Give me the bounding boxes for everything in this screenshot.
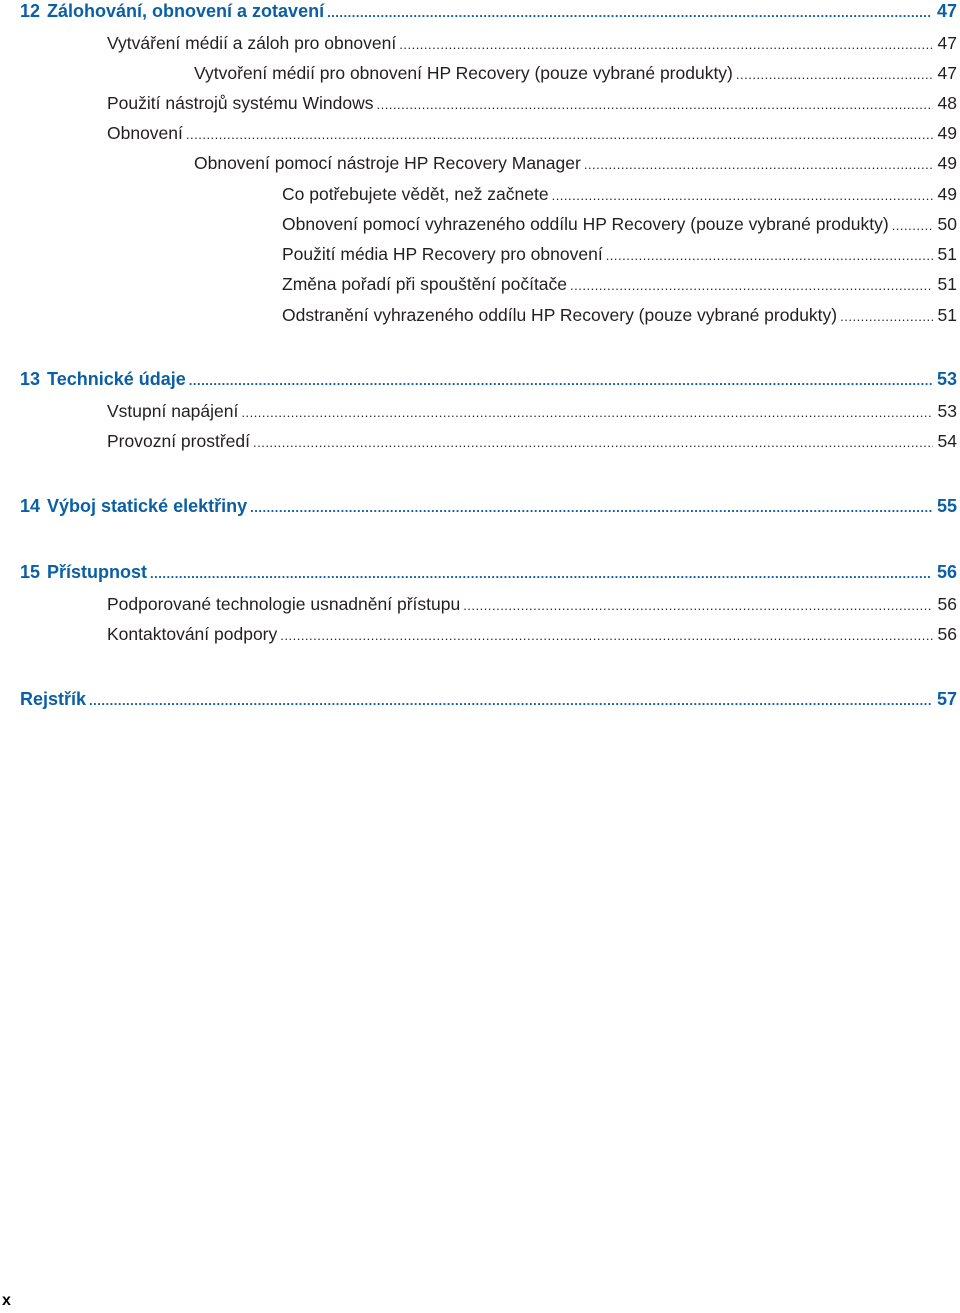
dot-leader: [327, 0, 932, 26]
dot-leader: [570, 273, 933, 299]
toc-entry[interactable]: [107, 621, 957, 647]
dot-leader: [584, 152, 933, 178]
entry-title: Použití média HP Recovery pro obnovení: [282, 244, 603, 264]
chapter-number: 15: [20, 562, 41, 582]
entry-title: Co potřebujete vědět, než začnete: [282, 184, 549, 204]
toc-entry[interactable]: [107, 30, 957, 56]
toc-entry[interactable]: [194, 150, 957, 176]
entry-title: Podporované technologie usnadnění přístupu: [107, 594, 461, 614]
chapter-title: Technické údaje: [47, 369, 186, 389]
entry-title: Vytváření médií a záloh pro obnovení: [107, 33, 397, 53]
dot-leader: [606, 243, 933, 269]
page-number: 51: [937, 244, 957, 264]
page-number: 53: [937, 401, 957, 421]
page-number: 53: [936, 369, 957, 389]
entry-title: Kontaktování podpory: [107, 624, 278, 644]
chapter-number: 14: [20, 496, 41, 516]
toc-entry[interactable]: [282, 271, 957, 297]
page-number: 48: [937, 93, 957, 113]
entry-title: Obnovení pomocí nástroje HP Recovery Manager: [194, 153, 581, 173]
toc-chapter-13[interactable]: [20, 366, 957, 392]
chapter-number: 13: [20, 369, 41, 389]
toc-index[interactable]: [20, 686, 957, 712]
dot-leader: [892, 213, 933, 239]
page-number: 50: [937, 214, 957, 234]
entry-title: Vytvoření médií pro obnovení HP Recovery (pouze vybrané produkty): [194, 63, 733, 83]
page-number: 47: [937, 63, 957, 83]
toc-entry[interactable]: [107, 90, 957, 116]
entry-title: Obnovení: [107, 123, 183, 143]
page-number: 47: [937, 33, 957, 53]
page-number: 49: [937, 123, 957, 143]
toc-entry[interactable]: [194, 60, 957, 86]
page-number: 55: [936, 496, 957, 516]
toc-entry[interactable]: [282, 181, 957, 207]
toc-entry[interactable]: [107, 398, 957, 424]
dot-leader: [241, 400, 932, 426]
dot-leader: [253, 430, 933, 456]
chapter-number: 12: [20, 1, 41, 21]
dot-leader: [186, 122, 933, 148]
page-number: 51: [937, 274, 957, 294]
dot-leader: [736, 62, 933, 88]
page-number: 56: [937, 594, 957, 614]
toc-entry[interactable]: [282, 211, 957, 237]
entry-title: Změna pořadí při spouštění počítače: [282, 274, 568, 294]
dot-leader: [377, 92, 933, 118]
footer-page-number: x: [2, 1292, 11, 1309]
chapter-title: Zálohování, obnovení a zotavení: [47, 1, 325, 21]
page-number: 54: [937, 431, 957, 451]
toc-entry[interactable]: [107, 120, 957, 146]
entry-title: Vstupní napájení: [107, 401, 239, 421]
page-number: 56: [937, 624, 957, 644]
dot-leader: [150, 561, 932, 587]
toc-entry[interactable]: [107, 428, 957, 454]
entry-title: Obnovení pomocí vyhrazeného oddílu HP Recovery (pouze vybrané produkty): [282, 214, 889, 234]
page-number: 57: [936, 689, 957, 709]
dot-leader: [189, 368, 932, 394]
toc-chapter-15[interactable]: [20, 559, 957, 585]
page-number: 51: [937, 305, 957, 325]
page-number: 49: [937, 153, 957, 173]
dot-leader: [250, 495, 932, 521]
dot-leader: [552, 183, 933, 209]
dot-leader: [280, 623, 932, 649]
entry-title: Použití nástrojů systému Windows: [107, 93, 374, 113]
dot-leader: [399, 32, 932, 58]
entry-title: Provozní prostředí: [107, 431, 250, 451]
dot-leader: [463, 593, 932, 619]
page-number: 47: [936, 1, 957, 21]
dot-leader: [840, 304, 932, 330]
toc-chapter-12[interactable]: [20, 0, 957, 24]
page-number: 56: [936, 562, 957, 582]
toc-entry[interactable]: [107, 591, 957, 617]
entry-title: Odstranění vyhrazeného oddílu HP Recovery (pouze vybrané produkty): [282, 305, 838, 325]
page-number: 49: [937, 184, 957, 204]
toc-entry[interactable]: [282, 302, 957, 328]
toc-chapter-14[interactable]: [20, 493, 957, 519]
toc-entry[interactable]: [282, 241, 957, 267]
index-title: Rejstřík: [20, 689, 87, 709]
chapter-title: Výboj statické elektřiny: [47, 496, 248, 516]
chapter-title: Přístupnost: [47, 562, 148, 582]
dot-leader: [89, 688, 932, 714]
